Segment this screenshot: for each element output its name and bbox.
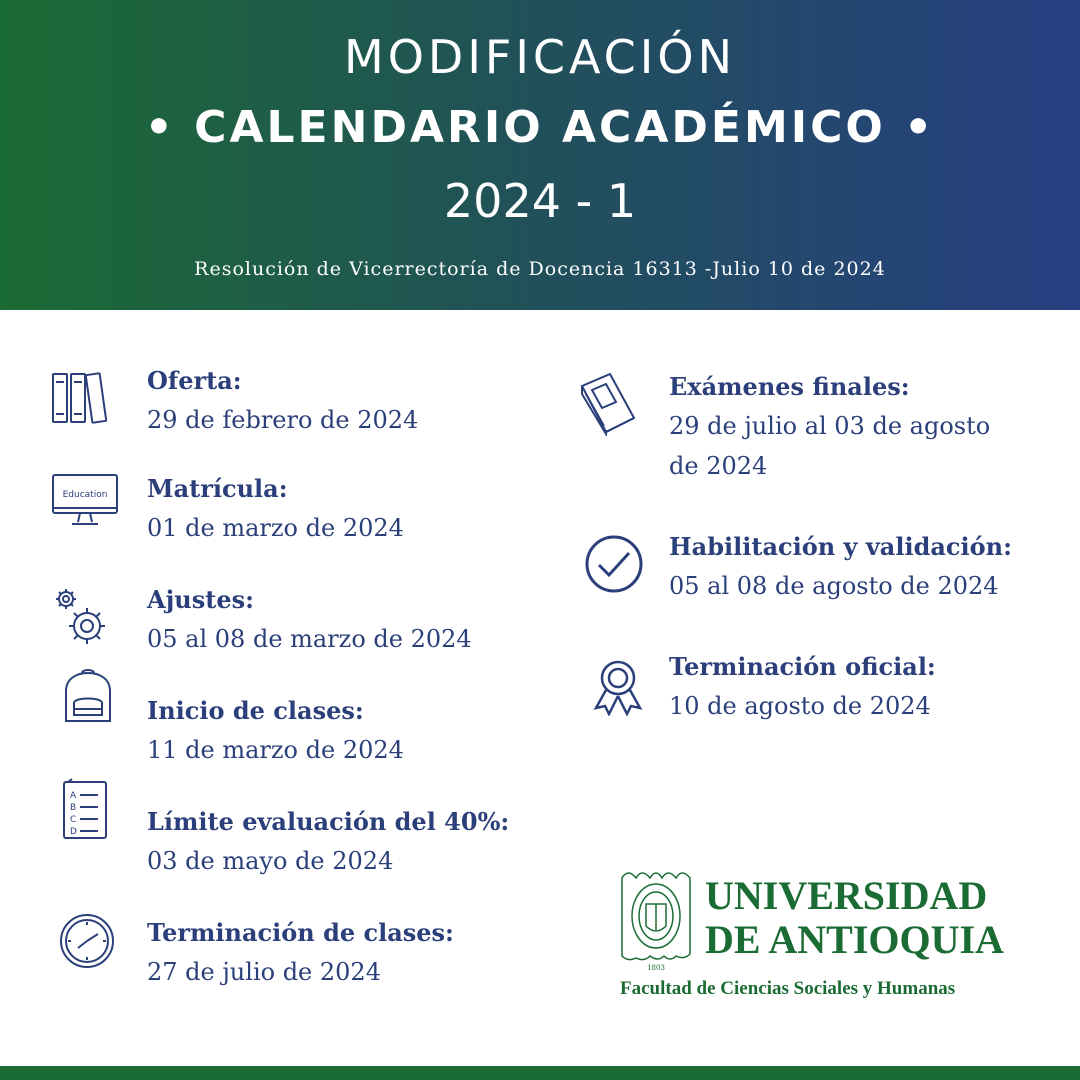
checklist-icon (60, 778, 110, 842)
event-date: 29 de febrero de 2024 (147, 406, 419, 434)
event-habilitacion (669, 528, 1012, 606)
title-period: 2024 - 1 (443, 174, 637, 228)
event-label: Habilitación y validación: (669, 532, 1012, 561)
title-calendario: • CALENDARIO ACADÉMICO • (144, 102, 936, 153)
event-terminacion-oficial (669, 648, 936, 726)
gears-icon (52, 586, 112, 648)
checklist-letter: B (70, 803, 77, 813)
event-date: de 2024 (669, 452, 768, 480)
event-label: Exámenes finales: (669, 372, 910, 401)
backpack-icon (60, 665, 116, 727)
bottom-bar (0, 1066, 1080, 1080)
header-banner (0, 0, 1080, 310)
event-date: 29 de julio al 03 de agosto (669, 412, 991, 440)
book-icon (578, 370, 638, 436)
event-label: Inicio de clases: (147, 696, 364, 725)
event-inicio-clases (147, 692, 404, 770)
event-label: Terminación de clases: (147, 918, 454, 947)
checkmark-circle-icon (583, 533, 645, 595)
event-label: Ajustes: (147, 585, 254, 614)
seal-year: 1803 (647, 964, 665, 972)
education-monitor-icon (50, 472, 120, 530)
resolution-text: Resolución de Vicerrectoría de Docencia 16313 -Julio 10 de 2024 (194, 258, 886, 280)
university-name-line2: DE ANTIOQUIA (705, 917, 1004, 962)
event-limite-evaluacion (147, 803, 509, 881)
university-name (705, 874, 1004, 962)
event-label: Oferta: (147, 366, 242, 395)
checklist-letter: D (70, 827, 77, 837)
university-seal-icon (616, 866, 696, 974)
event-terminacion-clases (147, 914, 454, 992)
event-date: 01 de marzo de 2024 (147, 514, 404, 542)
event-date: 05 al 08 de marzo de 2024 (147, 625, 472, 653)
event-date: 10 de agosto de 2024 (669, 692, 931, 720)
event-label: Terminación oficial: (669, 652, 936, 681)
checklist-letter: A (70, 791, 77, 801)
event-date: 27 de julio de 2024 (147, 958, 381, 986)
title-modificacion: MODIFICACIÓN (344, 30, 736, 84)
event-label: Matrícula: (147, 474, 288, 503)
binders-icon (50, 370, 116, 426)
checklist-letter: C (70, 815, 77, 825)
event-date: 11 de marzo de 2024 (147, 736, 404, 764)
award-ribbon-icon (590, 658, 646, 716)
event-matricula (147, 470, 404, 548)
event-oferta (147, 362, 418, 440)
event-date: 03 de mayo de 2024 (147, 847, 394, 875)
event-ajustes (147, 581, 472, 659)
monitor-text: Education (62, 490, 108, 500)
university-name-line1: UNIVERSIDAD (705, 873, 988, 918)
event-label: Límite evaluación del 40%: (147, 807, 510, 836)
faculty-name: Facultad de Ciencias Sociales y Humanas (620, 978, 956, 999)
clock-icon (58, 912, 116, 970)
event-date: 05 al 08 de agosto de 2024 (669, 572, 999, 600)
event-examenes-finales (669, 368, 990, 486)
